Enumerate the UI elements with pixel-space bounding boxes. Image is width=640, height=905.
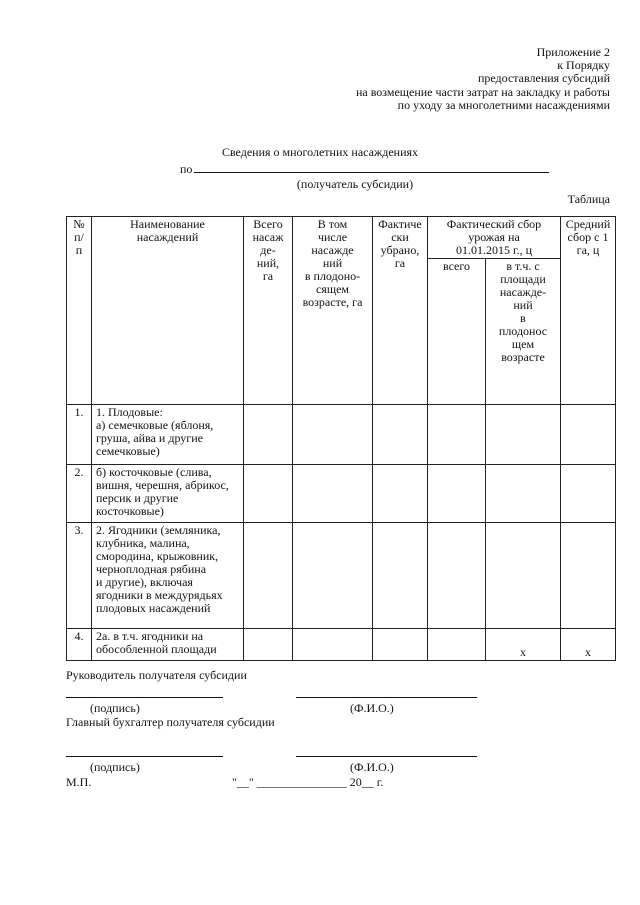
cell-avg: х — [561, 629, 616, 661]
cell-total — [244, 465, 293, 523]
header-harvest-fruit: в т.ч. с площади насажде- ний в плодонос щем возрасте — [486, 259, 561, 405]
header-line: по уходу за многолетними насаждениями — [397, 97, 610, 112]
row-name: 2. Ягодники (земляника, клубника, малина, смородина, крыжовник, черноплодная рябина и другие), включая ягодники в междурядьях плодовых насаждений — [92, 523, 244, 629]
header-fruit-bearing: В том числе насажде ний в плодоно- сящем возрасте, га — [293, 217, 373, 405]
cell-cleared — [373, 465, 428, 523]
accountant-fio-line — [296, 756, 477, 757]
row-num: 1. — [67, 405, 92, 465]
plantings-table — [66, 216, 616, 661]
row-name: 1. Плодовые: а) семечковые (яблоня, груша, айва и другие семечковые) — [92, 405, 244, 465]
cell-fruit-bearing — [293, 405, 373, 465]
cell-harvest-fruit — [486, 523, 561, 629]
header-total: Всего насаж де- ний, га — [244, 217, 293, 405]
cell-total — [244, 405, 293, 465]
accountant-sign-line — [66, 756, 223, 757]
cell-harvest-fruit: х — [486, 629, 561, 661]
cell-cleared — [373, 523, 428, 629]
accountant-fio-caption: (Ф.И.О.) — [350, 760, 394, 774]
head-title: Руководитель получателя субсидии — [66, 668, 247, 682]
cell-avg — [561, 465, 616, 523]
cell-fruit-bearing — [293, 523, 373, 629]
cell-harvest-total — [428, 629, 486, 661]
appendix-header — [356, 46, 610, 112]
row-name: 2а. в т.ч. ягодники на обособленной площади — [92, 629, 244, 661]
recipient-caption: (получатель субсидии) — [296, 177, 414, 191]
cell-harvest-total — [428, 405, 486, 465]
header-num: № п/ п — [67, 217, 92, 405]
cell-harvest-total — [428, 465, 486, 523]
stamp-label: М.П. — [66, 775, 92, 789]
cell-harvest-fruit — [486, 465, 561, 523]
cell-cleared — [373, 405, 428, 465]
recipient-line — [180, 161, 549, 176]
head-fio-caption: (Ф.И.О.) — [350, 701, 394, 715]
cell-total — [244, 629, 293, 661]
cell-avg — [561, 523, 616, 629]
header-line: на возмещение части затрат на закладку и работы — [355, 84, 610, 99]
cell-harvest-fruit — [486, 405, 561, 465]
header-harvest-total: всего — [428, 259, 486, 405]
table-row — [67, 523, 616, 629]
form-title: Сведения о многолетних насаждениях — [221, 145, 419, 159]
header-line: Приложение 2 — [536, 45, 610, 59]
head-sign-caption: (подпись) — [90, 701, 140, 715]
header-line: к Порядку — [557, 58, 610, 73]
cell-cleared — [373, 629, 428, 661]
row-num: 3. — [67, 523, 92, 629]
header-avg: Средний сбор с 1 га, ц — [561, 217, 616, 405]
table-label: Таблица — [567, 192, 610, 206]
recipient-blank — [194, 161, 549, 173]
accountant-sign-caption: (подпись) — [90, 760, 140, 774]
accountant-title: Главный бухгалтер получателя субсидии — [66, 715, 275, 729]
cell-fruit-bearing — [293, 629, 373, 661]
po-label: по — [180, 162, 193, 176]
row-num: 2. — [67, 465, 92, 523]
header-line: предоставления субсидий — [477, 71, 610, 86]
cell-harvest-total — [428, 523, 486, 629]
head-fio-line — [296, 697, 477, 698]
row-name: б) косточковые (слива, вишня, черешня, абрикос, персик и другие косточковые) — [92, 465, 244, 523]
cell-fruit-bearing — [293, 465, 373, 523]
table-row — [67, 629, 616, 661]
table-row — [67, 405, 616, 465]
date-field: "__" _______________ 20__ г. — [232, 775, 384, 789]
header-harvest: Фактический сбор урожая на 01.01.2015 г., ц — [428, 217, 561, 259]
head-sign-line — [66, 697, 223, 698]
table-row — [67, 465, 616, 523]
header-cleared: Фактиче ски убрано, га — [373, 217, 428, 405]
cell-avg — [561, 405, 616, 465]
cell-total — [244, 523, 293, 629]
header-name: Наименование насаждений — [92, 217, 244, 405]
row-num: 4. — [67, 629, 92, 661]
